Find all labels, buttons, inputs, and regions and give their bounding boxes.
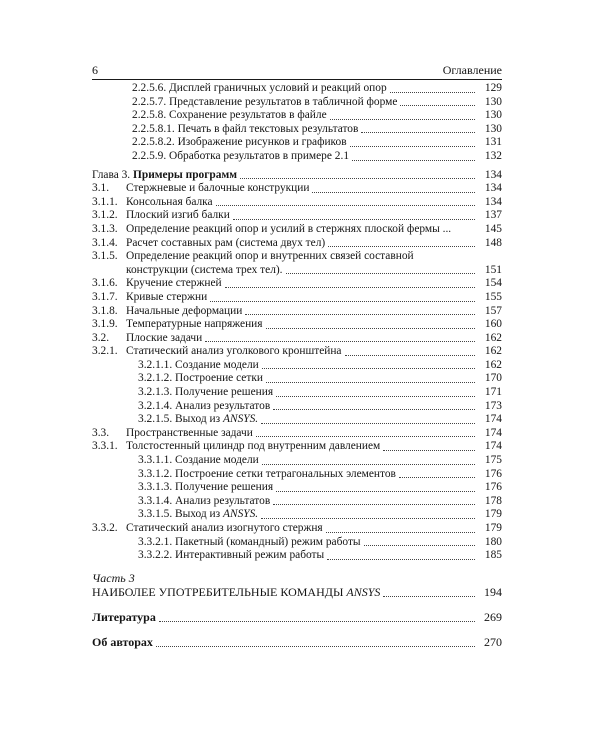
dot-leader bbox=[399, 477, 475, 478]
dot-leader bbox=[159, 621, 475, 622]
entry-page: 170 bbox=[484, 372, 502, 385]
entry-title: Получение решения bbox=[175, 386, 274, 399]
entry-title: Сохранение результатов в файле bbox=[169, 109, 327, 122]
header-rule bbox=[92, 79, 502, 80]
entry-page: 171 bbox=[484, 386, 502, 399]
dot-leader bbox=[205, 341, 475, 342]
entry-number: 3.2.1.2. bbox=[138, 372, 173, 385]
entry-title: Об авторах bbox=[92, 634, 153, 649]
toc-entry[interactable] bbox=[92, 508, 502, 522]
entry-number: 3.3.1.1. bbox=[138, 454, 173, 467]
entry-number: 3.2.1.3. bbox=[138, 386, 173, 399]
entry-page: 174 bbox=[484, 413, 502, 426]
entry-title: Пакетный (командный) режим работы bbox=[175, 535, 361, 548]
entry-number: 3.3.2. bbox=[92, 522, 118, 534]
entry-title: Кривые стержни bbox=[126, 290, 208, 303]
dot-leader bbox=[266, 328, 475, 329]
dot-leader bbox=[233, 219, 475, 220]
literature-entry[interactable] bbox=[92, 610, 502, 625]
dot-leader bbox=[256, 436, 475, 437]
dot-leader bbox=[312, 192, 475, 193]
chapter-title: Примеры программ bbox=[133, 168, 237, 181]
entry-page: 178 bbox=[484, 494, 502, 507]
toc-entry[interactable] bbox=[92, 291, 502, 305]
toc-entry[interactable] bbox=[92, 386, 502, 400]
entry-title: Выход из bbox=[175, 508, 221, 521]
entry-number: 3.3.1.4. bbox=[138, 494, 173, 507]
entry-number: 3.1.3. bbox=[92, 222, 118, 235]
entry-number: 3.2. bbox=[92, 331, 110, 344]
entry-number: 3.3.2.1. bbox=[138, 535, 173, 548]
toc-entry[interactable] bbox=[92, 82, 502, 96]
toc-entry[interactable] bbox=[92, 495, 502, 509]
entry-title: Определение реакций опор и внутренних связей составной bbox=[126, 250, 414, 263]
entry-number: 3.1.2. bbox=[92, 209, 118, 222]
part-title: НАИБОЛЕЕ УПОТРЕБИТЕЛЬНЫЕ КОМАНДЫ bbox=[92, 584, 344, 599]
dot-leader bbox=[364, 545, 475, 546]
running-title: Оглавление bbox=[442, 63, 502, 77]
entry-page: 134 bbox=[484, 195, 502, 208]
toc-entry[interactable] bbox=[92, 223, 502, 237]
entry-page: 185 bbox=[484, 549, 502, 562]
entry-number: 3.3.1.2. bbox=[138, 467, 173, 480]
entry-title: Начальные деформации bbox=[126, 304, 243, 317]
toc-entry[interactable] bbox=[92, 237, 502, 251]
entry-page: 174 bbox=[484, 426, 502, 439]
entry-number: 2.2.5.8.2. bbox=[132, 136, 175, 149]
dot-leader bbox=[262, 368, 475, 369]
entry-page: 179 bbox=[484, 508, 502, 521]
entry-title-continued: конструкции (система трех тел). bbox=[126, 263, 283, 276]
entry-title: Плоские задачи bbox=[126, 331, 203, 344]
entry-page: 151 bbox=[484, 263, 502, 276]
entry-page: 134 bbox=[484, 182, 502, 195]
toc-entry[interactable] bbox=[92, 400, 502, 414]
entry-title: Интерактивный режим работы bbox=[175, 549, 325, 562]
dot-leader bbox=[361, 132, 475, 133]
toc-entry[interactable] bbox=[92, 209, 502, 223]
dot-leader bbox=[286, 273, 475, 274]
dot-leader bbox=[390, 92, 475, 93]
entry-title: Анализ результатов bbox=[175, 494, 271, 507]
entry-number: 3.1.5. bbox=[92, 250, 118, 263]
dot-leader bbox=[266, 382, 475, 383]
dot-leader bbox=[273, 504, 475, 505]
dot-leader bbox=[262, 464, 475, 465]
dot-leader bbox=[383, 596, 475, 597]
dot-leader bbox=[216, 205, 475, 206]
toc-entry[interactable] bbox=[92, 182, 502, 196]
entry-number: 3.3.1.3. bbox=[138, 481, 173, 494]
entry-number: 3.1.8. bbox=[92, 304, 118, 317]
entry-title: Статический анализ уголкового кронштейна bbox=[126, 345, 342, 358]
entry-title: Консольная балка bbox=[126, 195, 213, 208]
entry-title: Расчет составных рам (система двух тел) bbox=[126, 236, 326, 249]
entry-title: Печать в файл текстовых результатов bbox=[177, 122, 359, 135]
app-name: ANSYS. bbox=[223, 413, 259, 426]
entry-number: 3.1.7. bbox=[92, 290, 118, 303]
entry-page: 174 bbox=[484, 440, 502, 453]
entry-title: Построение сетки тетрагональных элементов bbox=[175, 467, 396, 480]
entry-number: 2.2.5.6. bbox=[132, 82, 167, 94]
entry-number: 3.2.1.1. bbox=[138, 358, 173, 371]
entry-title: Обработка результатов в примере 2.1 bbox=[169, 149, 350, 162]
entry-page: 176 bbox=[484, 467, 502, 480]
entry-title: Пространственные задачи bbox=[126, 426, 253, 439]
toc-entry[interactable] bbox=[92, 536, 502, 550]
entry-page: 270 bbox=[484, 634, 502, 649]
entry-page: 162 bbox=[484, 345, 502, 358]
dot-leader bbox=[383, 450, 475, 451]
dot-leader bbox=[326, 532, 475, 533]
entry-number: 3.2.1.5. bbox=[138, 413, 173, 426]
dot-leader bbox=[276, 491, 475, 492]
toc-entry[interactable] bbox=[92, 136, 502, 150]
entry-page: 130 bbox=[484, 122, 502, 135]
toc-entry[interactable] bbox=[92, 318, 502, 332]
toc-entry-line1[interactable] bbox=[92, 250, 502, 264]
entry-title: Анализ результатов bbox=[175, 399, 271, 412]
entry-title: Литература bbox=[92, 609, 156, 624]
entry-number: 3.1. bbox=[92, 182, 110, 195]
entry-title: Температурные напряжения bbox=[126, 318, 263, 331]
toc-entry[interactable] bbox=[92, 413, 502, 427]
dot-leader bbox=[352, 160, 475, 161]
dot-leader bbox=[225, 287, 475, 288]
toc-entry[interactable] bbox=[92, 454, 502, 468]
entry-number: 3.3.1.5. bbox=[138, 508, 173, 521]
part-3-label: Часть 3 bbox=[92, 570, 135, 585]
entry-number: 3.3.2.2. bbox=[138, 549, 173, 562]
dot-leader bbox=[245, 314, 475, 315]
toc-entry[interactable] bbox=[92, 277, 502, 291]
entry-page: 194 bbox=[484, 584, 502, 599]
entry-page: 134 bbox=[484, 168, 502, 181]
entry-page: 175 bbox=[484, 454, 502, 467]
page-number: 6 bbox=[92, 63, 98, 77]
toc-entry[interactable] bbox=[92, 549, 502, 563]
page-header bbox=[92, 62, 502, 78]
toc-entry[interactable] bbox=[92, 522, 502, 536]
toc-entry[interactable] bbox=[92, 150, 502, 164]
part-3-entry[interactable] bbox=[92, 585, 502, 600]
dot-leader bbox=[350, 146, 475, 147]
toc-entry[interactable] bbox=[92, 332, 502, 346]
entry-page: 180 bbox=[484, 535, 502, 548]
entry-title: Получение решения bbox=[175, 481, 274, 494]
toc-entry[interactable] bbox=[92, 305, 502, 319]
entry-page: 131 bbox=[484, 136, 502, 149]
entry-page: 179 bbox=[484, 522, 502, 534]
table-of-contents bbox=[92, 82, 502, 650]
entry-page: 154 bbox=[484, 277, 502, 290]
entry-title: Создание модели bbox=[175, 454, 259, 467]
entry-number: 2.2.5.7. bbox=[132, 95, 167, 108]
entry-title: Создание модели bbox=[175, 358, 259, 371]
entry-page: 148 bbox=[484, 236, 502, 249]
toc-entry-line2[interactable] bbox=[92, 264, 502, 278]
entry-page: 129 bbox=[484, 82, 502, 94]
dot-leader bbox=[273, 409, 475, 410]
dot-leader bbox=[327, 559, 475, 560]
dot-leader bbox=[261, 423, 475, 424]
entry-number: 3.3.1. bbox=[92, 440, 118, 453]
entry-number: 2.2.5.8.1. bbox=[132, 122, 175, 135]
dot-leader bbox=[261, 518, 475, 519]
entry-title: Толстостенный цилиндр под внутренним давлением bbox=[126, 440, 381, 453]
entry-page: 145 bbox=[484, 222, 502, 235]
entry-number: 2.2.5.8. bbox=[132, 109, 167, 122]
chapter-prefix: Глава 3. bbox=[92, 168, 131, 181]
dot-leader bbox=[345, 355, 476, 356]
entry-page: 160 bbox=[484, 318, 502, 331]
entry-page: 130 bbox=[484, 109, 502, 122]
app-name: ANSYS bbox=[346, 584, 381, 599]
toc-entry[interactable] bbox=[92, 372, 502, 386]
entry-page: 132 bbox=[484, 149, 502, 162]
toc-entry[interactable] bbox=[92, 345, 502, 359]
entry-title: Построение сетки bbox=[175, 372, 263, 385]
entry-page: 173 bbox=[484, 399, 502, 412]
entry-number: 3.2.1. bbox=[92, 345, 118, 358]
entry-page: 176 bbox=[484, 481, 502, 494]
entry-page: 137 bbox=[484, 209, 502, 222]
toc-entry[interactable] bbox=[92, 359, 502, 373]
entry-page: 162 bbox=[484, 331, 502, 344]
entry-title: Кручение стержней bbox=[126, 277, 222, 290]
chapter-3-entry[interactable] bbox=[92, 169, 502, 183]
toc-entry[interactable] bbox=[92, 196, 502, 210]
entry-title: Изображение рисунков и графиков bbox=[177, 136, 347, 149]
dot-leader bbox=[210, 301, 475, 302]
entry-number: 3.1.6. bbox=[92, 277, 118, 290]
entry-page: 155 bbox=[484, 290, 502, 303]
entry-number: 3.1.4. bbox=[92, 236, 118, 249]
entry-page: 269 bbox=[484, 609, 502, 624]
toc-entry[interactable] bbox=[92, 427, 502, 441]
entry-number: 3.1.1. bbox=[92, 195, 118, 208]
toc-entry[interactable] bbox=[92, 96, 502, 110]
toc-entry[interactable] bbox=[92, 481, 502, 495]
dot-leader bbox=[156, 646, 475, 647]
entry-title: Определение реакций опор и усилий в стержнях плоской фермы ... bbox=[126, 222, 452, 235]
app-name: ANSYS. bbox=[223, 508, 259, 521]
entry-title: Статический анализ изогнутого стержня bbox=[126, 522, 323, 534]
entry-title: Представление результатов в табличной форме bbox=[169, 95, 398, 108]
entry-title: Стержневые и балочные конструкции bbox=[126, 182, 310, 195]
toc-entry[interactable] bbox=[92, 440, 502, 454]
entry-number: 2.2.5.9. bbox=[132, 149, 167, 162]
entry-page: 157 bbox=[484, 304, 502, 317]
entry-page: 162 bbox=[484, 358, 502, 371]
entry-page: 130 bbox=[484, 95, 502, 108]
entry-title: Плоский изгиб балки bbox=[126, 209, 230, 222]
entry-number: 3.3. bbox=[92, 426, 110, 439]
dot-leader bbox=[330, 119, 475, 120]
dot-leader bbox=[400, 105, 475, 106]
entry-title: Дисплей граничных условий и реакций опор bbox=[169, 82, 387, 94]
dot-leader bbox=[240, 178, 475, 179]
toc-entry[interactable] bbox=[92, 123, 502, 137]
toc-entry[interactable] bbox=[92, 468, 502, 482]
toc-entry[interactable] bbox=[92, 109, 502, 123]
dot-leader bbox=[276, 396, 475, 397]
dot-leader bbox=[328, 246, 475, 247]
entry-title: Выход из bbox=[175, 413, 221, 426]
entry-number: 3.1.9. bbox=[92, 318, 118, 331]
entry-number: 3.2.1.4. bbox=[138, 399, 173, 412]
authors-entry[interactable] bbox=[92, 635, 502, 650]
